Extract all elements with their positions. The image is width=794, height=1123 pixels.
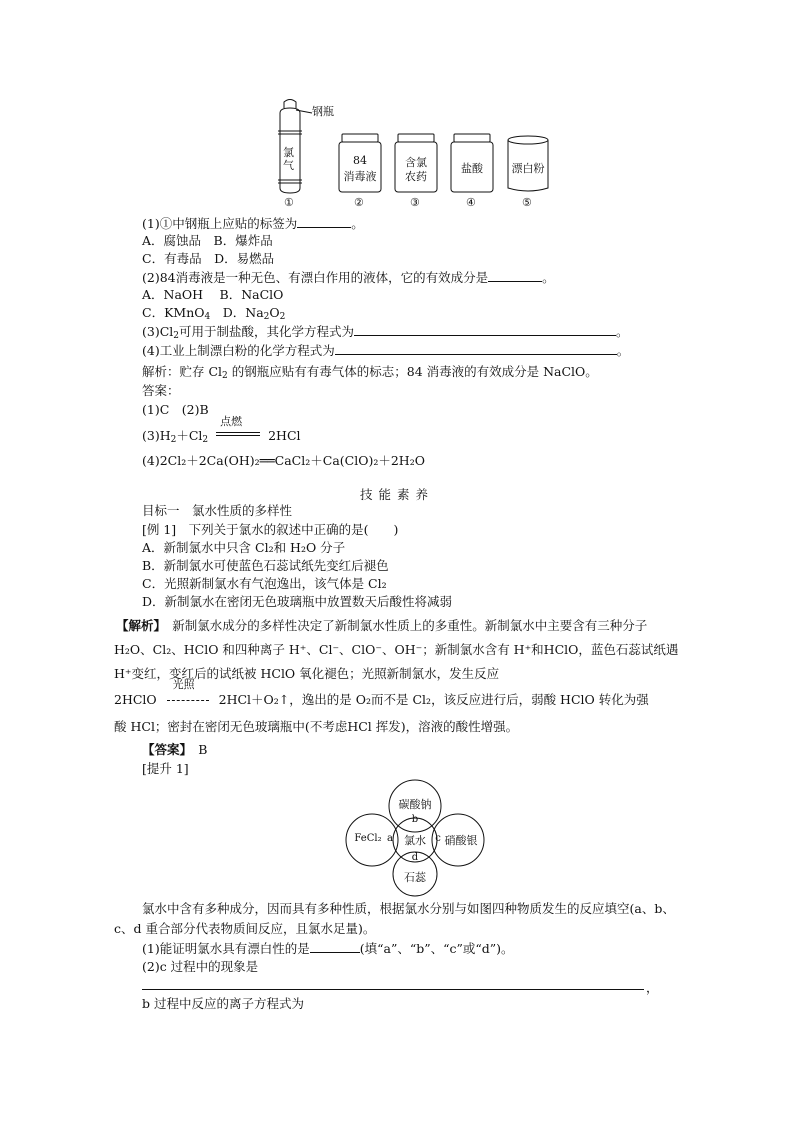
label-num-1: ① bbox=[284, 196, 294, 209]
jar2-line1: 84 bbox=[353, 154, 367, 167]
jar4-text: 盐酸 bbox=[461, 162, 483, 175]
jar5-text: 漂白粉 bbox=[511, 162, 545, 175]
example-1-option-a: A．新制氯水中只含 Cl₂和 H₂O 分子 bbox=[142, 540, 346, 555]
q3-stem: $(3)Cl_2$可用于制盐酸，其化学方程式为 。 bbox=[142, 324, 629, 341]
example-1-option-d: D．新制氯水在密闭无色玻璃瓶中放置数天后酸性将减弱 bbox=[142, 594, 453, 609]
venn-a: a bbox=[387, 833, 393, 844]
label-num-3: ③ bbox=[410, 196, 420, 209]
analysis-1: 解析：贮存 $Cl_2$ 的钢瓶应贴有有毒气体的标志；84 消毒液的有效成分是 NaClO。 bbox=[142, 364, 598, 381]
q5-sub3: b 过程中反应的离子方程式为 bbox=[142, 996, 304, 1011]
cylinder-tag: 钢瓶 bbox=[312, 105, 334, 118]
q4-stem: (4)工业上制漂白粉的化学方程式为 。 bbox=[142, 343, 630, 358]
label-num-4: ④ bbox=[466, 196, 476, 209]
venn-d: d bbox=[411, 852, 419, 863]
q1-options-ab: A．腐蚀品 B．爆炸品 bbox=[142, 233, 273, 248]
q2-options-cd: C．KMnO$_4$ D．$Na_2O_2$ bbox=[142, 305, 286, 322]
jar2-line2: 消毒液 bbox=[343, 170, 377, 183]
venn-c: c bbox=[435, 833, 441, 844]
answer-label: 答案： bbox=[142, 383, 180, 398]
q5-sub2: (2)c 过程中的现象是 bbox=[142, 959, 259, 974]
venn-right: 硝酸银 bbox=[444, 834, 478, 847]
condition-ignite: 点燃 bbox=[220, 415, 243, 428]
lift-1: [提升 1] bbox=[142, 761, 189, 776]
example-1-stem: [例 1] 下列关于氯水的叙述中正确的是( ) bbox=[142, 522, 399, 537]
example-1-option-b: B．新制氯水可使蓝色石蕊试纸先变红后褪色 bbox=[142, 558, 389, 573]
jar3-line1: 含氯 bbox=[405, 156, 427, 169]
jar3-line2: 农药 bbox=[405, 170, 427, 183]
venn-left: FeCl₂ bbox=[354, 833, 382, 844]
label-num-5: ⑤ bbox=[522, 196, 532, 209]
analysis-2-paragraph: 【解析】 新制氯水成分的多样性决定了新制氯水性质上的多重性。新制氯水中主要含有三种分子 H₂O、Cl₂、HClO 和四种离子 H⁺、Cl⁻、ClO⁻、OH⁻；新制氯水含有 H⁺和HClO，蓝色石蕊试纸遇 H⁺变红，变红后的试纸被 HClO 氧化褪色；光照新制氯水，发生反应 bbox=[114, 618, 679, 681]
cylinder-text: 氯气 bbox=[283, 146, 294, 172]
analysis-2-equation: 2HClO 光照 2HCl＋O₂↑，逸出的是 O₂而不是 Cl₂，该反应进行后，弱酸 HClO 转化为强 bbox=[114, 678, 649, 707]
venn-b: b bbox=[411, 814, 419, 825]
condition-light: 光照 bbox=[172, 678, 195, 691]
venn-center: 氯水 bbox=[404, 834, 426, 847]
q5-sub2-answer-line bbox=[142, 989, 644, 990]
q1-stem: (1)①中钢瓶上应贴的标签为 。 bbox=[142, 216, 364, 231]
venn-top: 碳酸钠 bbox=[398, 798, 432, 811]
answer-1-2: (1)C (2)B bbox=[142, 402, 209, 417]
q2-options-ab: A．NaOH B．NaClO bbox=[142, 287, 284, 302]
q5-text: 氯水中含有多种成分，因而具有多种性质，根据氯水分别与如图四种物质发生的反应填空(a、b、c、d 重合部分代表物质间反应，且氯水足量)。 bbox=[114, 901, 675, 936]
q2-stem: (2)84消毒液是一种无色、有漂白作用的液体，它的有效成分是 。 bbox=[142, 270, 555, 285]
q1-options-cd: C．有毒品 D．易燃品 bbox=[142, 251, 275, 266]
label-num-2: ② bbox=[354, 196, 364, 209]
example-1-option-c: C．光照新制氯水有气泡逸出，该气体是 Cl₂ bbox=[142, 576, 387, 591]
equation-4: (4)2Cl₂＋2Ca(OH)₂══CaCl₂＋Ca(ClO)₂＋2H₂O bbox=[142, 453, 425, 468]
venn-bottom: 石蕊 bbox=[404, 871, 426, 884]
goal-1: 目标一 氯水性质的多样性 bbox=[142, 503, 293, 518]
q5-sub2-comma: ， bbox=[646, 980, 659, 995]
analysis-2-end: 酸 HCl；密封在密闭无色玻璃瓶中(不考虑HCl 挥发)，溶液的酸性增强。 bbox=[114, 719, 519, 734]
q5-sub1: (1)能证明氯水具有漂白性的是 (填“a”、“b”、“c”或“d”)。 bbox=[142, 941, 514, 956]
steel-cylinder bbox=[284, 100, 296, 109]
equation-3: $(3)H_2+Cl_2$ 点燃 2HCl bbox=[142, 415, 301, 445]
answer-2: 【答案】 B bbox=[142, 742, 208, 757]
section-title: 技能素养 bbox=[359, 487, 434, 502]
